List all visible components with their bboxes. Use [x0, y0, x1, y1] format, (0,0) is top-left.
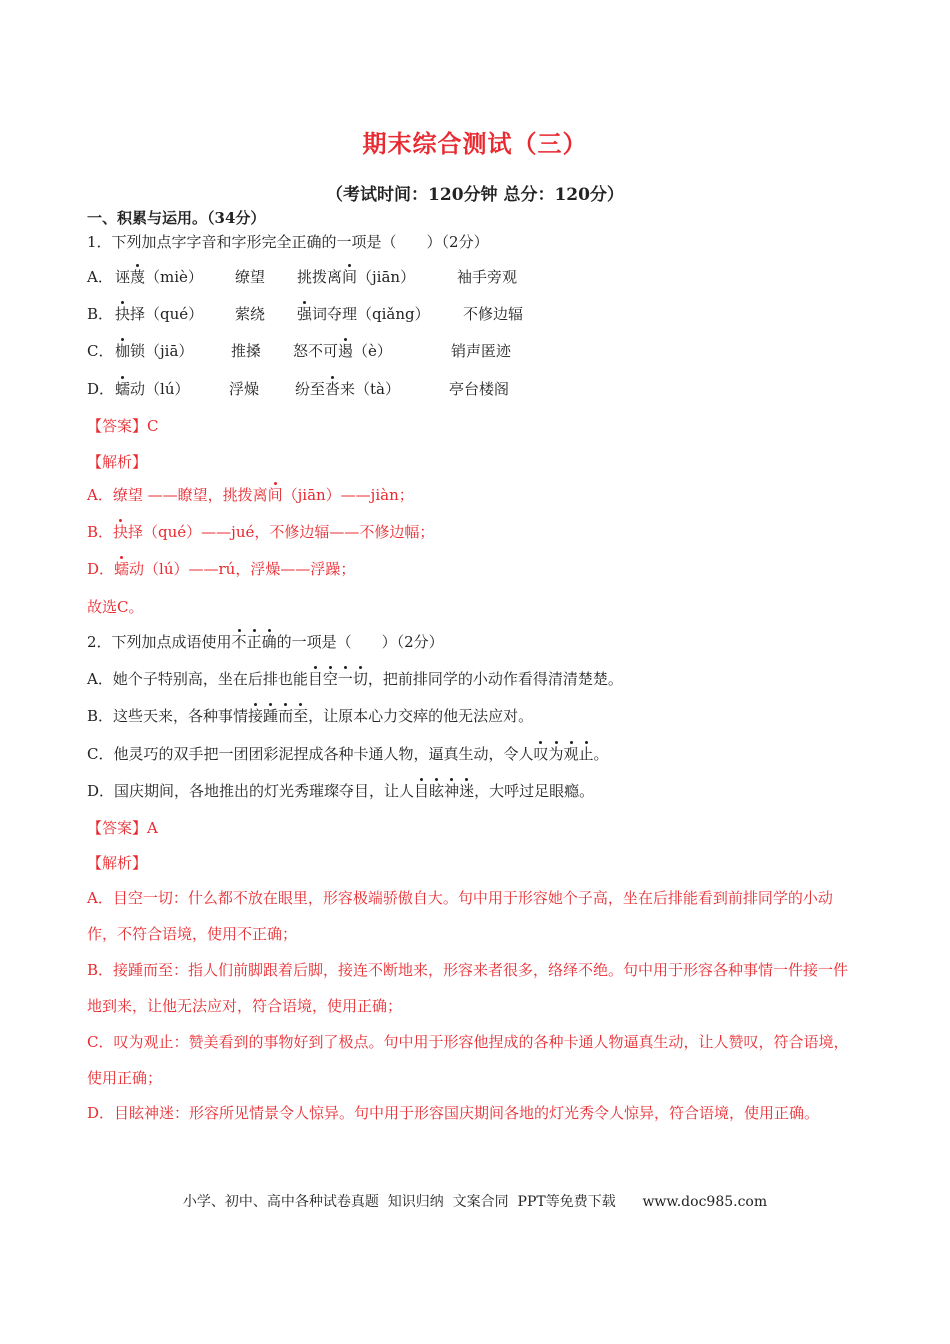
- dotted-char: 蠕: [115, 380, 131, 398]
- q2-analysis-b: B．接踵而至：指人们前脚跟着后脚，接连不断地来，形容来者很多，络绎不绝。句中用于形容各种事情一件接一件地到来，让他无法应对，符合语境，使用正确；: [87, 961, 849, 1015]
- q2-option-d: D．国庆期间，各地推出的灯光秀璀璨夺目，让人目眩神迷，大呼过足眼瘾。: [87, 782, 595, 800]
- dotted-char: 遏: [338, 342, 354, 360]
- dotted-char: 强: [297, 305, 313, 323]
- dotted-char: 沓: [325, 380, 341, 398]
- dotted-char: 止: [578, 745, 594, 763]
- question-1-stem: 1．下列加点字字音和字形完全正确的一项是（ ）（2分）: [87, 233, 489, 251]
- question-2-stem: 2．下列加点成语使用不正确的一项是（ ）（2分）: [87, 633, 444, 651]
- dotted-char: 不: [231, 633, 247, 651]
- dotted-char: 眩: [429, 782, 445, 800]
- dotted-idiom: [533, 745, 593, 763]
- dotted-char: 正: [246, 633, 262, 651]
- page-footer: 小学、初中、高中各种试卷真题 知识归纳 文案合同 PPT等免费下载 www.doc985.com: [182, 1194, 768, 1210]
- dotted-char: 枷: [115, 342, 131, 360]
- dotted-char: 空: [322, 670, 338, 688]
- dotted-char: 目: [307, 670, 323, 688]
- q1-analysis-a: A．缭望 ——瞭望，挑拨离间（jiān）——jiàn；: [87, 486, 414, 504]
- dotted-idiom: [248, 707, 308, 725]
- dotted-char: 间: [342, 268, 358, 286]
- dotted-char: 而: [278, 707, 294, 725]
- dotted-char: 神: [444, 782, 460, 800]
- dotted-idiom: [414, 782, 474, 800]
- dotted-char: 叹: [533, 745, 549, 763]
- q1-option-c: C． 枷锁（jiā） 推搡 怒不可遏（è） 销声匿迹: [87, 342, 512, 360]
- q2-analysis-c: C．叹为观止：赞美看到的事物好到了极点。句中用于形容他捏成的各种卡通人物逼真生动，让人赞叹，符合语境，使用正确；: [87, 1033, 849, 1087]
- q1-analysis-d: D．蠕动（lú）——rú，浮燥——浮躁；: [87, 560, 356, 578]
- dotted-char: 为: [548, 745, 564, 763]
- q2-answer: 【答案】A: [87, 819, 158, 837]
- page-title: 期末综合测试（三）: [362, 129, 588, 158]
- q2-option-a: A．她个子特别高，坐在后排也能目空一切，把前排同学的小动作看得清清楚楚。: [87, 670, 623, 688]
- section-heading: 一、积累与运用。（34分）: [87, 209, 266, 227]
- dotted-char: 一: [337, 670, 353, 688]
- exam-info: （考试时间：120分钟 总分：120分）: [326, 185, 624, 205]
- dotted-word: [232, 633, 277, 651]
- q1-option-d: D．蠕动（lú） 浮燥 纷至沓来（tà） 亭台楼阁: [87, 380, 510, 398]
- dotted-char: 蔑: [130, 268, 146, 286]
- dotted-char: 迷: [459, 782, 475, 800]
- q2-analysis-label: 【解析】: [87, 854, 148, 872]
- q2-analysis-d: D．目眩神迷：形容所见情景令人惊异。句中用于形容国庆期间各地的灯光秀令人惊异，符合语境，使用正确。: [87, 1104, 820, 1122]
- q1-option-a: A． 诬蔑（miè） 缭望 挑拨离间（jiān） 袖手旁观: [87, 268, 518, 286]
- q2-option-b: B．这些天来，各种事情接踵而至，让原本心力交瘁的他无法应对。: [87, 707, 534, 725]
- q2-analysis-a: A．目空一切：什么都不放在眼里，形容极端骄傲自大。句中用于形容她个子高，坐在后排能看到前排同学的小动作，不符合语境，使用不正确；: [87, 889, 833, 943]
- dotted-char: 至: [293, 707, 309, 725]
- q1-analysis-label: 【解析】: [87, 453, 148, 471]
- dotted-idiom: [308, 670, 368, 688]
- q1-analysis-b: B．抉择（qué）——jué，不修边辐——不修边幅；: [87, 523, 435, 541]
- dotted-char: 目: [414, 782, 430, 800]
- q1-conclusion: 故选C。: [87, 598, 144, 616]
- dotted-char: 切: [352, 670, 368, 688]
- dotted-char: 踵: [263, 707, 279, 725]
- dotted-char: 抉: [115, 305, 131, 323]
- dotted-char: 观: [563, 745, 579, 763]
- q1-answer: 【答案】C: [87, 417, 159, 435]
- dotted-char: 确: [261, 633, 277, 651]
- q2-option-c: C．他灵巧的双手把一团团彩泥捏成各种卡通人物，逼真生动，令人叹为观止。: [87, 745, 609, 763]
- dotted-char: 接: [248, 707, 264, 725]
- q1-option-b: B． 抉择（qué） 萦绕 强词夺理（qiǎng） 不修边辐: [87, 305, 524, 323]
